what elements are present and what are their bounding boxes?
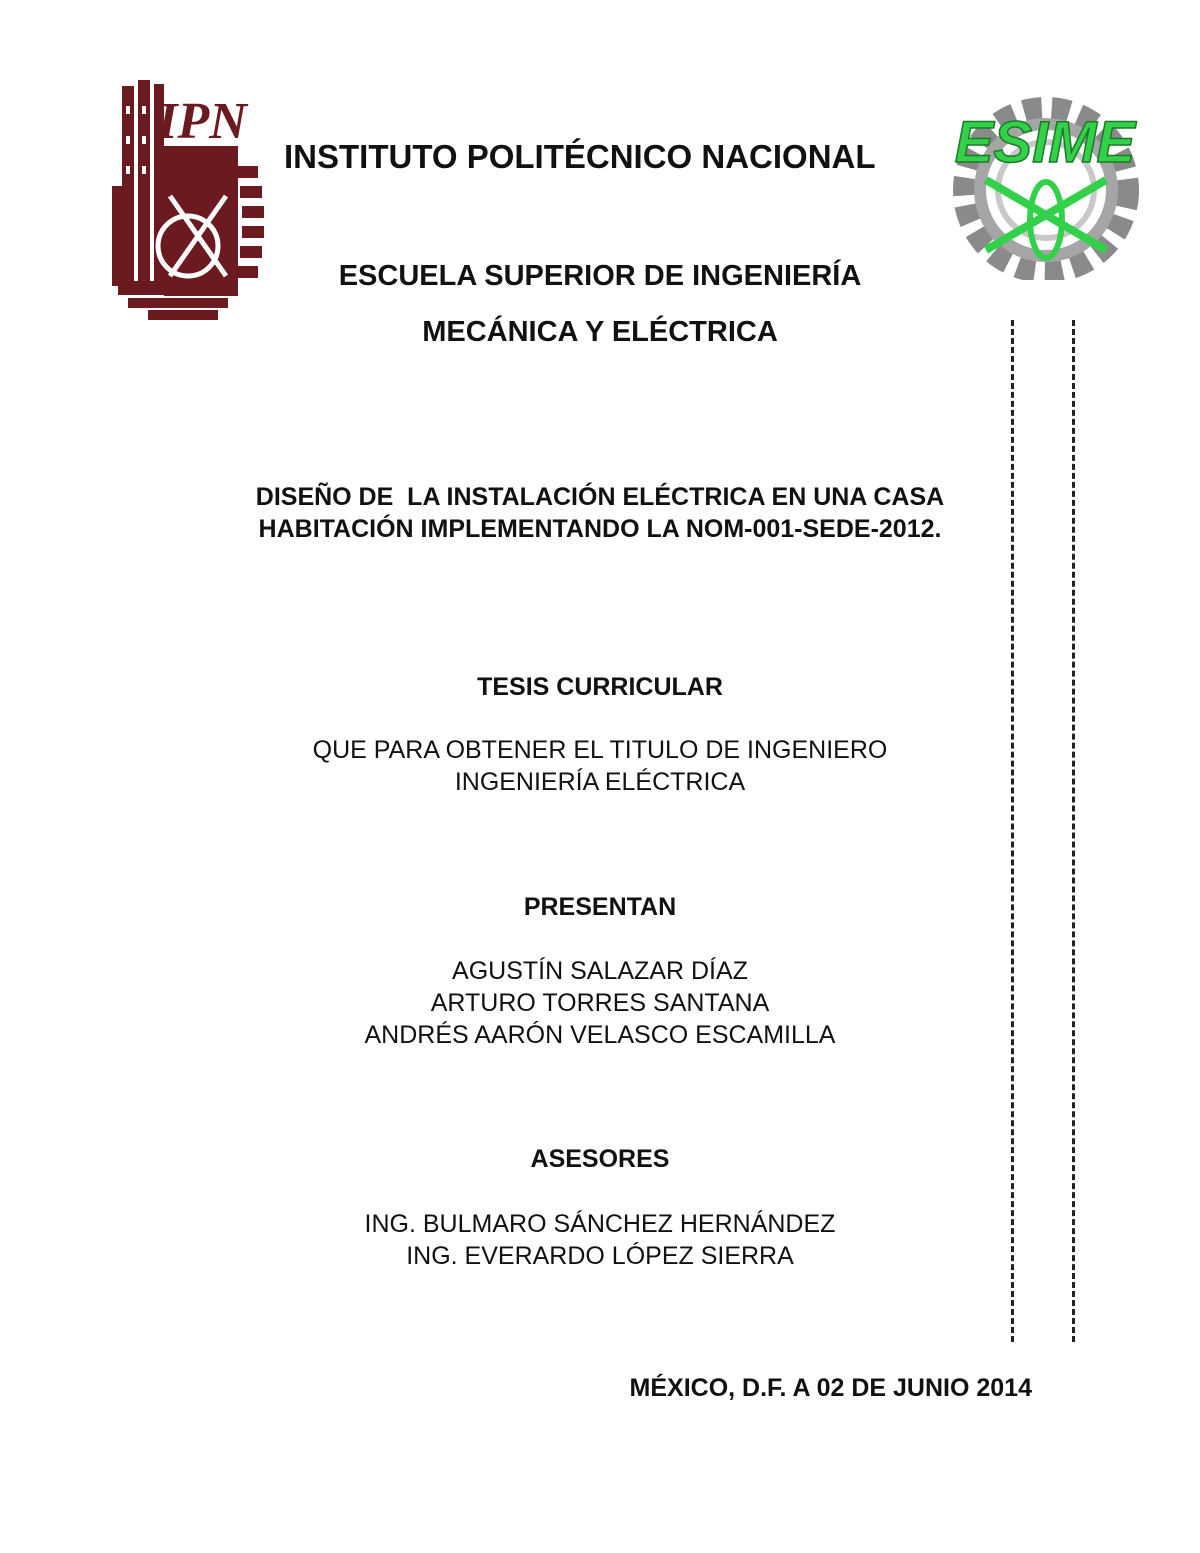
- advisor-name: ING. EVERARDO LÓPEZ SIERRA: [406, 1242, 794, 1270]
- author-name: AGUSTÍN SALAZAR DÍAZ: [452, 957, 748, 985]
- thesis-title-line1: DISEÑO DE LA INSTALACIÓN ELÉCTRICA EN UNA CASA: [255, 483, 945, 511]
- thesis-purpose-line1: QUE PARA OBTENER EL TITULO DE INGENIERO: [312, 736, 888, 764]
- school-name-line1: ESCUELA SUPERIOR DE INGENIERÍA: [338, 260, 862, 292]
- thesis-title-line2: HABITACIÓN IMPLEMENTANDO LA NOM-001-SEDE-2012.: [258, 515, 942, 543]
- advisor-name: ING. BULMARO SÁNCHEZ HERNÁNDEZ: [364, 1210, 836, 1238]
- authors-heading: PRESENTAN: [523, 893, 677, 921]
- esime-logo: [934, 90, 1156, 280]
- author-name: ANDRÉS AARÓN VELASCO ESCAMILLA: [364, 1021, 836, 1049]
- ipn-logo-text: IPN: [157, 93, 247, 150]
- author-name: ARTURO TORRES SANTANA: [430, 989, 770, 1017]
- advisors-heading: ASESORES: [530, 1145, 670, 1173]
- place-date: MÉXICO, D.F. A 02 DE JUNIO 2014: [629, 1374, 1032, 1402]
- dashed-border-outer: [1072, 320, 1075, 1342]
- institute-name: INSTITUTO POLITÉCNICO NACIONAL: [284, 138, 876, 175]
- school-name-line2: MECÁNICA Y ELÉCTRICA: [422, 316, 778, 348]
- thesis-purpose-line2: INGENIERÍA ELÉCTRICA: [454, 768, 746, 796]
- esime-logo-text: ESIME: [954, 110, 1136, 175]
- dashed-border-inner: [1011, 320, 1014, 1342]
- thesis-type: TESIS CURRICULAR: [477, 673, 723, 701]
